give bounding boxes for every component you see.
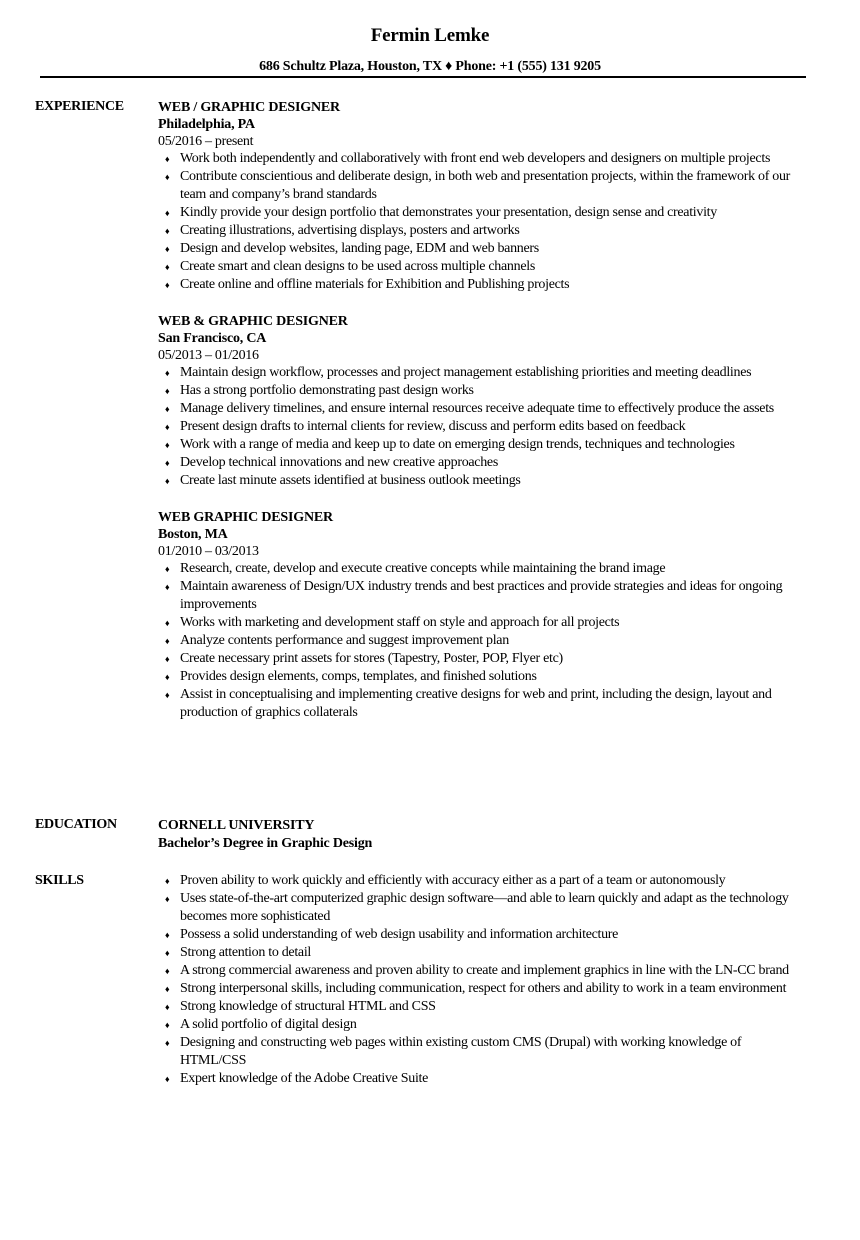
bullet-item	[158, 258, 808, 276]
bullet-text: Create online and offline materials for Exhibition and Publishing projects	[180, 277, 570, 292]
bullet-item	[158, 472, 808, 490]
bullet-icon: ♦	[165, 172, 170, 182]
bullet-item	[158, 382, 808, 400]
bullet-icon: ♦	[165, 1074, 170, 1084]
bullet-icon: ♦	[165, 244, 170, 254]
bullet-text: Creating illustrations, advertising displays, posters and artworks	[180, 223, 520, 238]
resume-header	[0, 24, 860, 76]
bullet-icon: ♦	[165, 948, 170, 958]
bullet-icon: ♦	[165, 984, 170, 994]
bullet-item	[158, 962, 808, 980]
bullet-text: Create last minute assets identified at business outlook meetings	[180, 473, 521, 488]
bullet-item	[158, 614, 808, 632]
bullet-icon: ♦	[165, 1020, 170, 1030]
bullet-icon: ♦	[165, 618, 170, 628]
bullet-icon: ♦	[165, 208, 170, 218]
bullet-text: Possess a solid understanding of web design usability and information architecture	[180, 927, 619, 942]
school-name: CORNELL UNIVERSITY	[158, 818, 315, 833]
section-title-education: EDUCATION	[35, 817, 117, 832]
job-dates: 05/2016 – present	[158, 134, 254, 149]
bullet-text: A strong commercial awareness and proven ability to create and implement graphics in line with the LN-CC brand	[180, 963, 789, 978]
bullet-text: Expert knowledge of the Adobe Creative Suite	[180, 1071, 429, 1086]
bullet-text: Present design drafts to internal clients for review, discuss and perform edits based on feedback	[180, 419, 686, 434]
bullet-icon: ♦	[165, 154, 170, 164]
bullet-text: Works with marketing and development staff on style and approach for all projects	[180, 615, 620, 630]
job-bullets	[158, 364, 808, 490]
job-bullets	[158, 560, 808, 722]
bullet-item	[158, 204, 808, 222]
bullet-icon: ♦	[165, 966, 170, 976]
contact-line: 686 Schultz Plaza, Houston, TX ♦ Phone: +1 (555) 131 9205	[259, 59, 601, 74]
bullet-text: Create necessary print assets for stores (Tapestry, Poster, POP, Flyer etc)	[180, 651, 563, 666]
bullet-icon: ♦	[165, 690, 170, 700]
job-title: WEB GRAPHIC DESIGNER	[158, 510, 333, 525]
bullet-icon: ♦	[165, 226, 170, 236]
bullet-icon: ♦	[165, 672, 170, 682]
skills-bullets	[158, 872, 808, 1088]
bullet-item	[158, 1034, 808, 1070]
bullet-item	[158, 668, 808, 686]
bullet-text: Strong interpersonal skills, including communication, respect for others and ability to work in a team environment	[180, 981, 787, 996]
bullet-icon: ♦	[165, 368, 170, 378]
bullet-icon: ♦	[165, 422, 170, 432]
bullet-icon: ♦	[165, 280, 170, 290]
bullet-text: Strong attention to detail	[180, 945, 312, 960]
bullet-text: Work both independently and collaboratively with front end web developers and designers on multiple projects	[180, 151, 771, 166]
bullet-icon: ♦	[165, 476, 170, 486]
bullet-icon: ♦	[165, 654, 170, 664]
bullet-item	[158, 240, 808, 258]
section-title-skills: SKILLS	[35, 873, 84, 888]
bullet-item	[158, 560, 808, 578]
bullet-item	[158, 150, 808, 168]
bullet-icon: ♦	[165, 404, 170, 414]
bullet-item	[158, 276, 808, 294]
bullet-item	[158, 998, 808, 1016]
job-bullets	[158, 150, 808, 294]
bullet-icon: ♦	[165, 440, 170, 450]
bullet-item	[158, 1016, 808, 1034]
bullet-item	[158, 400, 808, 418]
bullet-item	[158, 980, 808, 998]
bullet-icon: ♦	[165, 582, 170, 592]
bullet-item	[158, 650, 808, 668]
bullet-text: Work with a range of media and keep up to date on emerging design trends, techniques and technologies	[180, 437, 735, 452]
experience-body	[158, 98, 808, 740]
bullet-item	[158, 926, 808, 944]
job-entry	[158, 312, 808, 490]
job-dates: 05/2013 – 01/2016	[158, 348, 259, 363]
job-entry	[158, 508, 808, 722]
job-location: Boston, MA	[158, 527, 228, 542]
bullet-text: Uses state-of-the-art computerized graphic design software—and able to learn quickly and adapt as the technology becomes more sophisticated	[180, 891, 789, 924]
bullet-text: Contribute conscientious and deliberate design, in both web and presentation projects, within the framework of our team and company’s brand standards	[180, 169, 791, 202]
bullet-item	[158, 632, 808, 650]
candidate-name: Fermin Lemke	[370, 25, 490, 46]
bullet-icon: ♦	[165, 636, 170, 646]
bullet-icon: ♦	[165, 894, 170, 904]
skills-body	[158, 872, 808, 1088]
bullet-item	[158, 454, 808, 472]
bullet-item	[158, 364, 808, 382]
bullet-icon: ♦	[165, 386, 170, 396]
bullet-text: Maintain design workflow, processes and project management establishing priorities and meeting deadlines	[180, 365, 752, 380]
job-location: Philadelphia, PA	[158, 117, 255, 132]
job-location: San Francisco, CA	[158, 331, 267, 346]
bullet-text: Assist in conceptualising and implementing creative designs for web and print, including the design, layout and production of graphics collaterals	[180, 687, 772, 720]
bullet-icon: ♦	[165, 1038, 170, 1048]
header-divider	[40, 76, 806, 78]
bullet-item	[158, 436, 808, 454]
bullet-item	[158, 418, 808, 436]
bullet-text: Create smart and clean designs to be used across multiple channels	[180, 259, 535, 274]
bullet-item	[158, 578, 808, 614]
bullet-icon: ♦	[165, 458, 170, 468]
bullet-text: Proven ability to work quickly and efficiently with accuracy either as a part of a team or autonomously	[180, 873, 726, 888]
bullet-item	[158, 168, 808, 204]
section-title-experience: EXPERIENCE	[35, 99, 124, 114]
job-entry	[158, 98, 808, 294]
bullet-text: Strong knowledge of structural HTML and CSS	[180, 999, 436, 1014]
bullet-text: Kindly provide your design portfolio that demonstrates your presentation, design sense and creativity	[180, 205, 717, 220]
bullet-icon: ♦	[165, 564, 170, 574]
bullet-text: Develop technical innovations and new creative approaches	[180, 455, 498, 470]
bullet-item	[158, 890, 808, 926]
bullet-icon: ♦	[165, 262, 170, 272]
bullet-item	[158, 222, 808, 240]
bullet-icon: ♦	[165, 930, 170, 940]
bullet-item	[158, 1070, 808, 1088]
bullet-text: Research, create, develop and execute creative concepts while maintaining the brand image	[180, 561, 666, 576]
bullet-text: Maintain awareness of Design/UX industry trends and best practices and provide strategies and ideas for ongoing improvements	[180, 579, 783, 612]
bullet-text: Manage delivery timelines, and ensure internal resources receive adequate time to effectively produce the assets	[180, 401, 774, 416]
bullet-text: Provides design elements, comps, templates, and finished solutions	[180, 669, 537, 684]
bullet-text: Design and develop websites, landing page, EDM and web banners	[180, 241, 539, 256]
job-title: WEB / GRAPHIC DESIGNER	[158, 100, 340, 115]
bullet-text: Designing and constructing web pages within existing custom CMS (Drupal) with working knowledge of HTML/CSS	[180, 1035, 742, 1068]
bullet-text: Analyze contents performance and suggest improvement plan	[180, 633, 509, 648]
bullet-icon: ♦	[165, 1002, 170, 1012]
bullet-text: A solid portfolio of digital design	[180, 1017, 357, 1032]
bullet-text: Has a strong portfolio demonstrating past design works	[180, 383, 474, 398]
bullet-item	[158, 872, 808, 890]
bullet-icon: ♦	[165, 876, 170, 886]
education-body	[158, 816, 808, 852]
job-dates: 01/2010 – 03/2013	[158, 544, 259, 559]
job-title: WEB & GRAPHIC DESIGNER	[158, 314, 348, 329]
degree: Bachelor’s Degree in Graphic Design	[158, 836, 373, 851]
bullet-item	[158, 944, 808, 962]
bullet-item	[158, 686, 808, 722]
